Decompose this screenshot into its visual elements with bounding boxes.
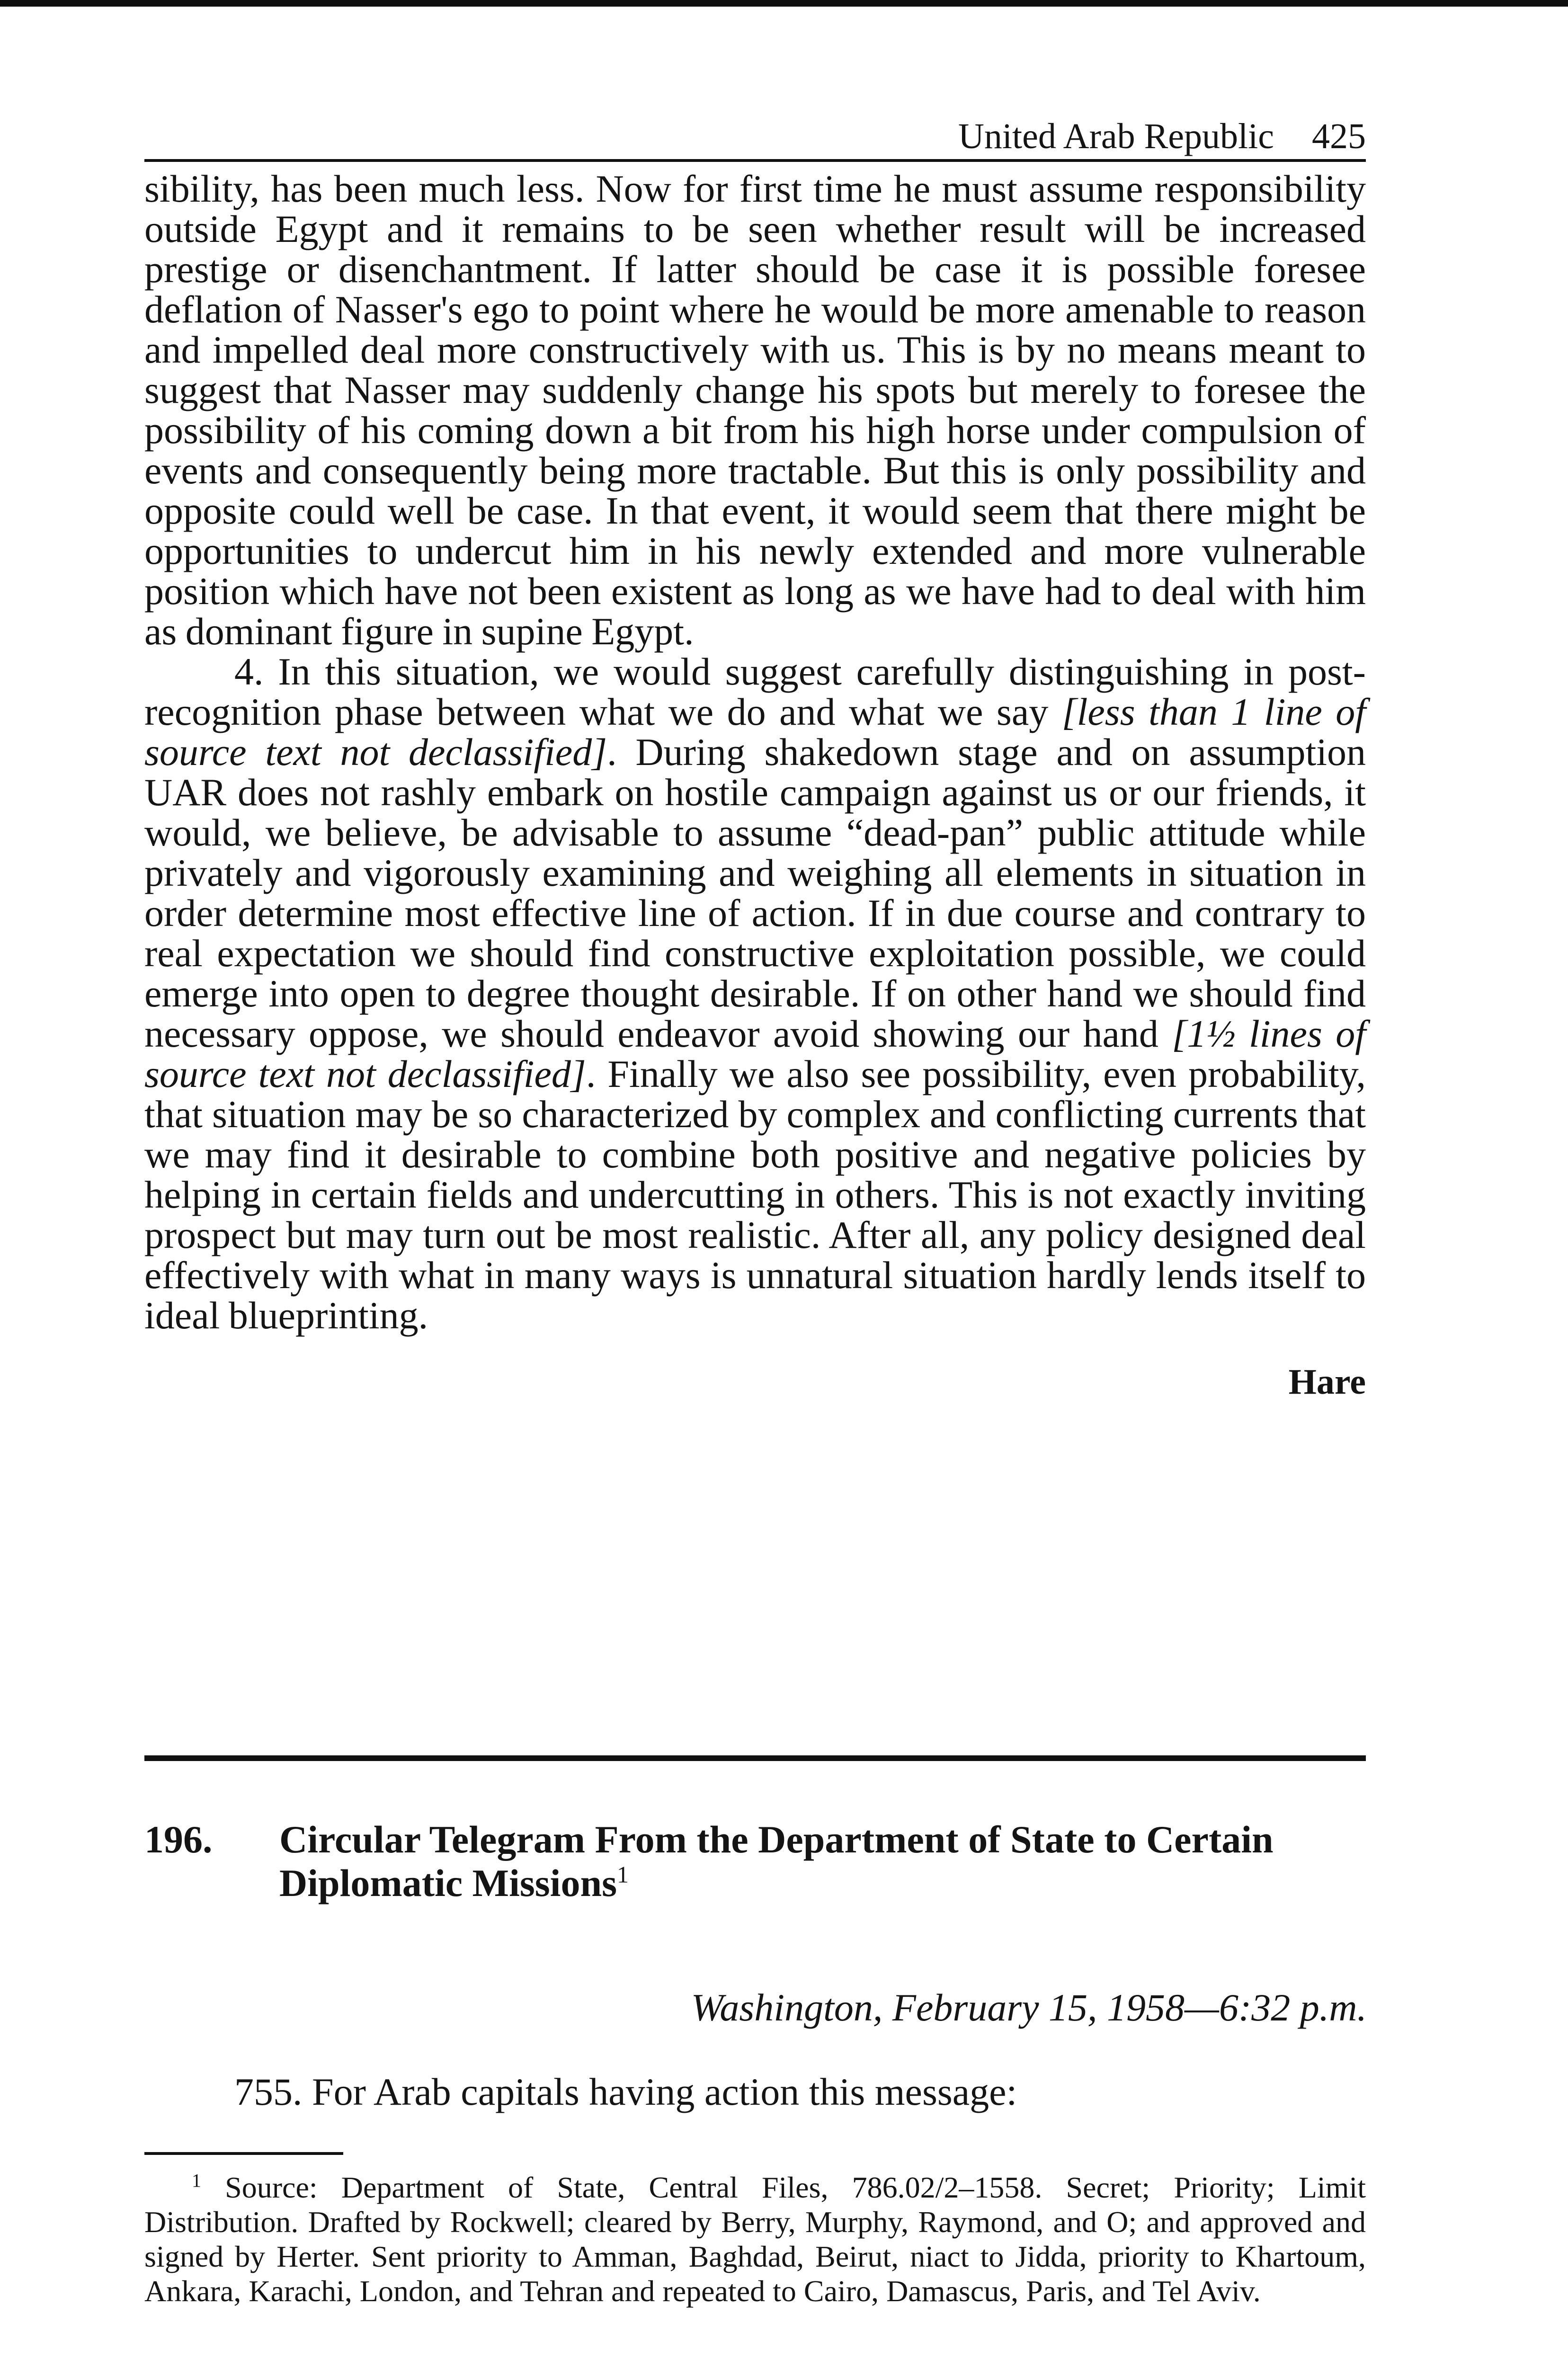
- redaction-note-1: [less than 1 line of source text not declassified]: [144, 690, 1366, 774]
- footnote-marker: 1: [192, 2170, 201, 2191]
- running-head-title: United Arab Republic: [958, 116, 1274, 156]
- document-number: 196.: [144, 1818, 213, 1861]
- footnote-reference: 1: [616, 1861, 629, 1888]
- footnote-text: Source: Department of State, Central Files, 786.02/2–1558. Secret; Priority; Limit Distribution. Drafted by Rockwell; cleared by Berry, Murphy, Raymond, and O; and approved and signed by Herter. Sent priority to Amman, Baghdad, Beirut, niact to Jidda, priority to Khartoum, Ankara, Karachi, London, and Tehran and repeated to Cairo, Damascus, Paris, and Tel Aviv.: [144, 2171, 1366, 2308]
- redaction-note-2: [1½ lines of source text not declassified]: [144, 1012, 1366, 1095]
- page-number: 425: [1312, 116, 1366, 156]
- page-content: [144, 114, 1366, 1403]
- dateline: Washington, February 15, 1958—6:32 p.m.: [691, 1986, 1367, 2029]
- document-title-text: Circular Telegram From the Department of State to Certain Diplomatic Missions: [279, 1818, 1274, 1904]
- document-title: [279, 1818, 1368, 1905]
- footnote: [144, 2170, 1366, 2308]
- paragraph-4: [144, 651, 1366, 1335]
- continued-telegram-text: [144, 169, 1366, 1335]
- running-head: [144, 114, 1366, 162]
- paragraph-continuation: sibility, has been much less. Now for first time he must assume responsibility outside Egypt and it remains to be seen whether result will be increased prestige or disenchantment. If latter should be case it is possible foresee deflation of Nasser's ego to point where he would be more amenable to reason and impelled deal more constructively with us. This is by no means meant to suggest that Nasser may suddenly change his spots but merely to foresee the possibility of his coming down a bit from his high horse under compulsion of events and consequently being more tractable. But this is only possibility and opposite could well be case. In that event, it would seem that there might be opportunities to undercut him in his newly extended and more vulnerable position which have not been existent as long as we have had to deal with him as dominant figure in supine Egypt.: [144, 167, 1366, 653]
- document-separator-rule: [144, 1755, 1366, 1761]
- footnote-rule: [144, 2152, 343, 2155]
- page-top-border: [0, 0, 1568, 7]
- paragraph-4-text-b: . During shakedown stage and on assumption UAR does not rashly embark on hostile campaign against us or our friends, it would, we believe, be advisable to assume “dead-pan” public attitude while privately and vigorously examining and weighing all elements in situation in order determine most effective line of action. If in due course and contrary to real expectation we should find constructive exploitation possible, we could emerge into open to degree thought desirable. If on other hand we should find necessary oppose, we should endeavor avoid showing our hand: [144, 730, 1366, 1055]
- paragraph-4-text-c: . Finally we also see possibility, even probability, that situation may be so characterized by complex and conflicting currents that we may find it desirable to combine both positive and negative policies by helping in certain fields and undercutting in others. This is not exactly inviting prospect but may turn out be most realistic. After all, any policy designed deal effectively with what in many ways is unnatural situation hardly lends itself to ideal blueprinting.: [144, 1052, 1366, 1337]
- paragraph-4-text-a: 4. In this situation, we would suggest carefully distinguishing in post-recognition phase between what we do and what we say: [144, 650, 1366, 733]
- telegram-lead-line: 755. For Arab capitals having action this message:: [234, 2070, 1017, 2113]
- signature: Hare: [1288, 1362, 1366, 1402]
